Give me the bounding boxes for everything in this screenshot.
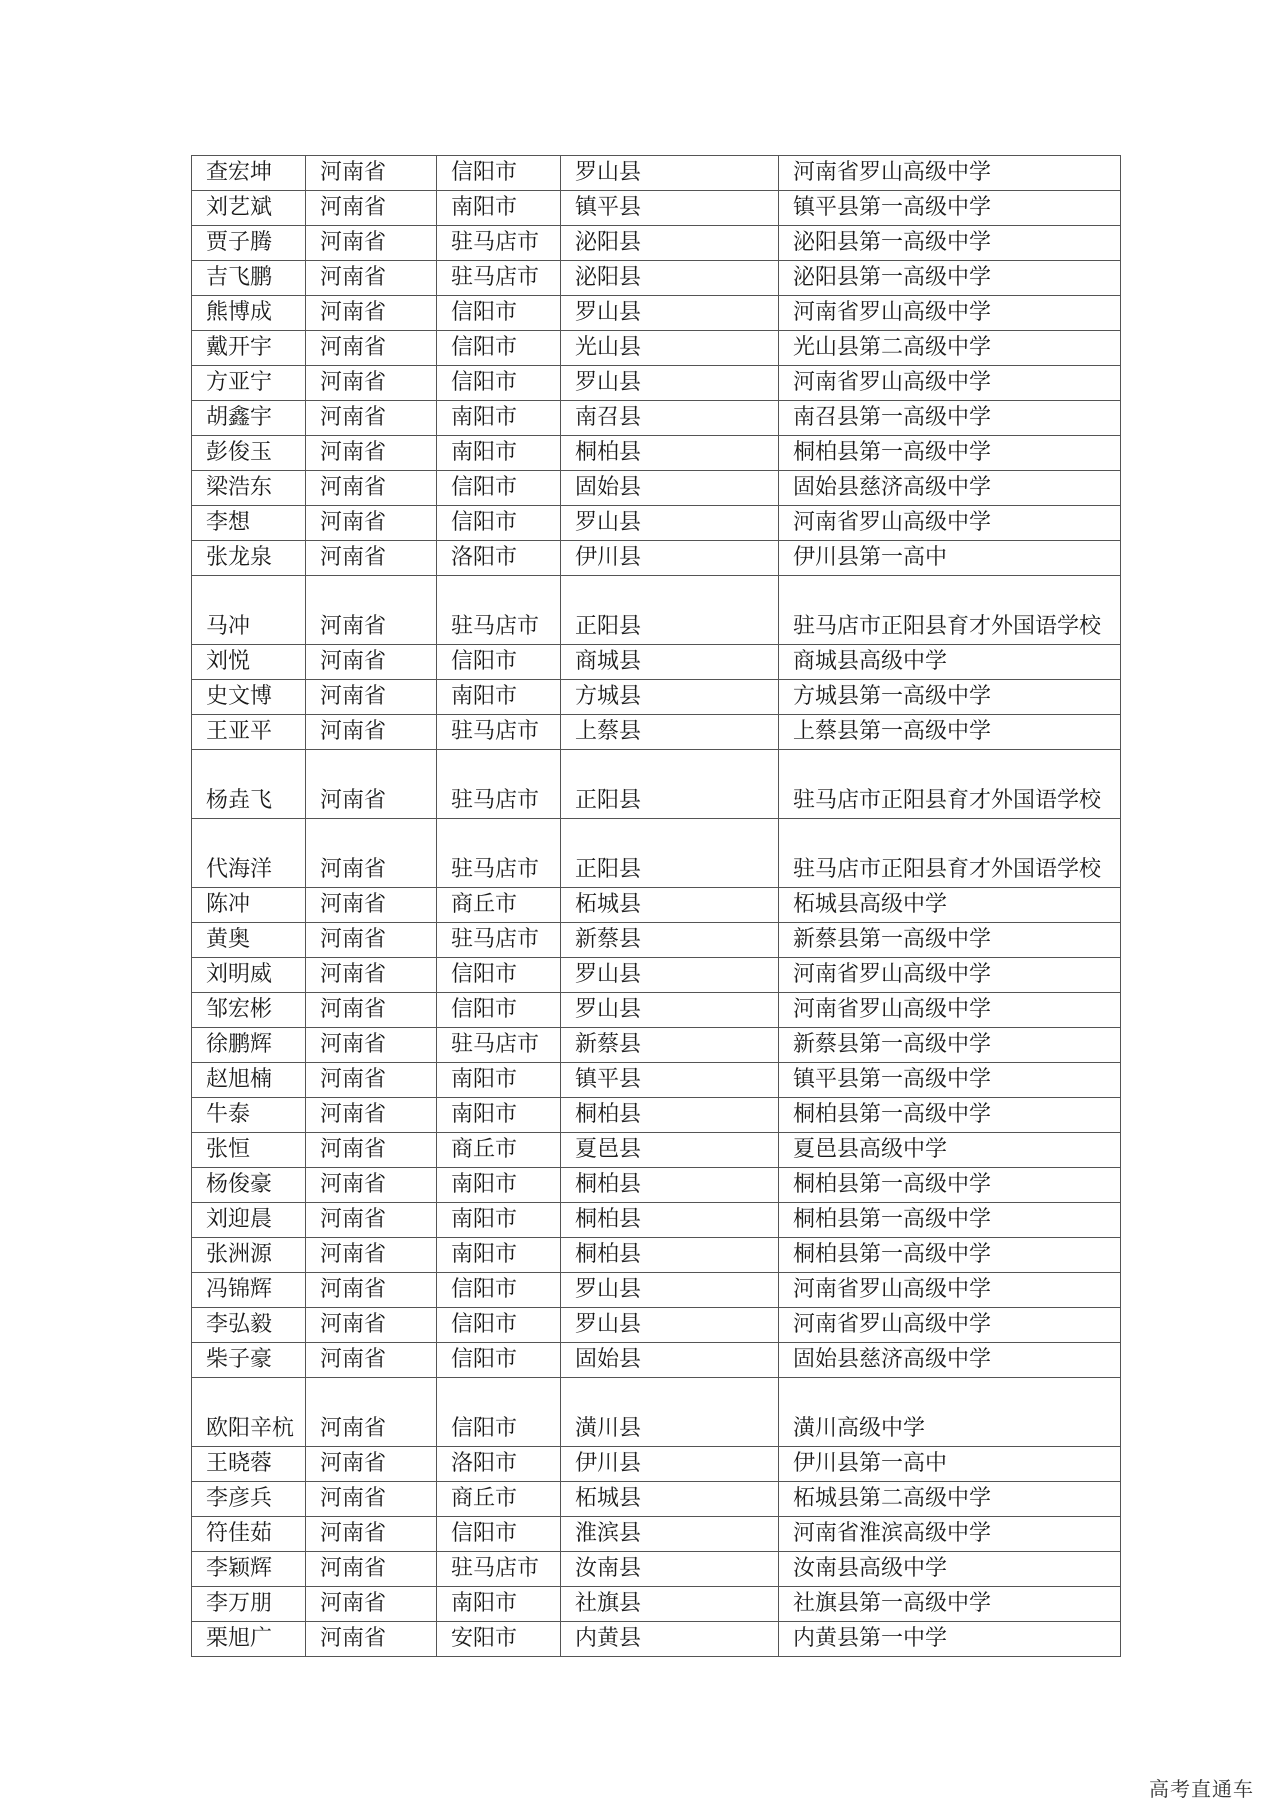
table-row: [192, 156, 1121, 191]
county-cell: 固始县: [561, 1343, 779, 1378]
school-cell: 伊川县第一高中: [779, 541, 1121, 576]
county-cell: 罗山县: [561, 958, 779, 993]
student-name-cell: 吉飞鹏: [192, 261, 306, 296]
table-row: [192, 296, 1121, 331]
table-row: [192, 576, 1121, 645]
city-cell: 南阳市: [437, 680, 561, 715]
county-cell: 桐柏县: [561, 1098, 779, 1133]
table-row: [192, 331, 1121, 366]
province-cell: 河南省: [306, 366, 437, 401]
city-cell: 信阳市: [437, 296, 561, 331]
province-cell: 河南省: [306, 645, 437, 680]
county-cell: 伊川县: [561, 1447, 779, 1482]
city-cell: 信阳市: [437, 1273, 561, 1308]
city-cell: 南阳市: [437, 1063, 561, 1098]
county-cell: 罗山县: [561, 506, 779, 541]
county-cell: 泌阳县: [561, 226, 779, 261]
school-cell: 新蔡县第一高级中学: [779, 923, 1121, 958]
county-cell: 罗山县: [561, 1308, 779, 1343]
student-name-cell: 柴子豪: [192, 1343, 306, 1378]
school-cell: 河南省罗山高级中学: [779, 506, 1121, 541]
table-row: [192, 1308, 1121, 1343]
table-row: [192, 1063, 1121, 1098]
province-cell: 河南省: [306, 1203, 437, 1238]
school-cell: 河南省罗山高级中学: [779, 296, 1121, 331]
city-cell: 信阳市: [437, 1517, 561, 1552]
school-cell: 内黄县第一中学: [779, 1622, 1121, 1657]
student-name-cell: 徐鹏辉: [192, 1028, 306, 1063]
city-cell: 驻马店市: [437, 1028, 561, 1063]
county-cell: 光山县: [561, 331, 779, 366]
student-name-cell: 李想: [192, 506, 306, 541]
table-row: [192, 436, 1121, 471]
province-cell: 河南省: [306, 506, 437, 541]
province-cell: 河南省: [306, 331, 437, 366]
table-row: [192, 1168, 1121, 1203]
province-cell: 河南省: [306, 1552, 437, 1587]
table-row: [192, 680, 1121, 715]
school-cell: 驻马店市正阳县育才外国语学校: [779, 576, 1121, 645]
county-cell: 汝南县: [561, 1552, 779, 1587]
province-cell: 河南省: [306, 296, 437, 331]
school-cell: 固始县慈济高级中学: [779, 471, 1121, 506]
school-cell: 桐柏县第一高级中学: [779, 1238, 1121, 1273]
school-cell: 桐柏县第一高级中学: [779, 1203, 1121, 1238]
province-cell: 河南省: [306, 191, 437, 226]
school-cell: 桐柏县第一高级中学: [779, 1098, 1121, 1133]
school-cell: 河南省罗山高级中学: [779, 993, 1121, 1028]
student-name-cell: 牛泰: [192, 1098, 306, 1133]
county-cell: 桐柏县: [561, 1168, 779, 1203]
table-row: [192, 715, 1121, 750]
county-cell: 泌阳县: [561, 261, 779, 296]
city-cell: 南阳市: [437, 1203, 561, 1238]
school-cell: 汝南县高级中学: [779, 1552, 1121, 1587]
city-cell: 信阳市: [437, 1343, 561, 1378]
province-cell: 河南省: [306, 156, 437, 191]
school-cell: 驻马店市正阳县育才外国语学校: [779, 750, 1121, 819]
city-cell: 驻马店市: [437, 819, 561, 888]
table-row: [192, 1273, 1121, 1308]
city-cell: 南阳市: [437, 1168, 561, 1203]
county-cell: 正阳县: [561, 576, 779, 645]
student-name-cell: 彭俊玉: [192, 436, 306, 471]
school-cell: 方城县第一高级中学: [779, 680, 1121, 715]
student-name-cell: 黄奥: [192, 923, 306, 958]
school-cell: 商城县高级中学: [779, 645, 1121, 680]
school-cell: 柘城县高级中学: [779, 888, 1121, 923]
city-cell: 安阳市: [437, 1622, 561, 1657]
school-cell: 河南省罗山高级中学: [779, 1308, 1121, 1343]
county-cell: 新蔡县: [561, 1028, 779, 1063]
table-row: [192, 1622, 1121, 1657]
province-cell: 河南省: [306, 1378, 437, 1447]
student-name-cell: 戴开宇: [192, 331, 306, 366]
student-name-cell: 贾子腾: [192, 226, 306, 261]
city-cell: 驻马店市: [437, 226, 561, 261]
county-cell: 罗山县: [561, 366, 779, 401]
table-row: [192, 645, 1121, 680]
school-cell: 河南省罗山高级中学: [779, 366, 1121, 401]
city-cell: 信阳市: [437, 1308, 561, 1343]
table-row: [192, 923, 1121, 958]
province-cell: 河南省: [306, 680, 437, 715]
province-cell: 河南省: [306, 923, 437, 958]
province-cell: 河南省: [306, 261, 437, 296]
student-name-cell: 李彦兵: [192, 1482, 306, 1517]
school-cell: 泌阳县第一高级中学: [779, 226, 1121, 261]
county-cell: 固始县: [561, 471, 779, 506]
student-name-cell: 马冲: [192, 576, 306, 645]
student-name-cell: 张洲源: [192, 1238, 306, 1273]
table-row: [192, 993, 1121, 1028]
province-cell: 河南省: [306, 1028, 437, 1063]
county-cell: 正阳县: [561, 819, 779, 888]
watermark-text: 高考直通车: [1149, 1777, 1254, 1801]
student-name-cell: 刘艺斌: [192, 191, 306, 226]
city-cell: 南阳市: [437, 1238, 561, 1273]
table-row: [192, 819, 1121, 888]
city-cell: 南阳市: [437, 436, 561, 471]
student-name-cell: 栗旭广: [192, 1622, 306, 1657]
student-name-cell: 刘明威: [192, 958, 306, 993]
student-name-cell: 赵旭楠: [192, 1063, 306, 1098]
county-cell: 社旗县: [561, 1587, 779, 1622]
county-cell: 上蔡县: [561, 715, 779, 750]
student-name-cell: 欧阳辛杭: [192, 1378, 306, 1447]
city-cell: 驻马店市: [437, 715, 561, 750]
county-cell: 伊川县: [561, 541, 779, 576]
county-cell: 内黄县: [561, 1622, 779, 1657]
school-cell: 柘城县第二高级中学: [779, 1482, 1121, 1517]
table-row: [192, 1482, 1121, 1517]
table-row: [192, 1552, 1121, 1587]
city-cell: 信阳市: [437, 993, 561, 1028]
school-cell: 上蔡县第一高级中学: [779, 715, 1121, 750]
province-cell: 河南省: [306, 1517, 437, 1552]
city-cell: 驻马店市: [437, 1552, 561, 1587]
county-cell: 罗山县: [561, 1273, 779, 1308]
province-cell: 河南省: [306, 819, 437, 888]
province-cell: 河南省: [306, 1133, 437, 1168]
county-cell: 桐柏县: [561, 1203, 779, 1238]
county-cell: 镇平县: [561, 1063, 779, 1098]
city-cell: 南阳市: [437, 401, 561, 436]
city-cell: 信阳市: [437, 506, 561, 541]
city-cell: 驻马店市: [437, 261, 561, 296]
county-cell: 新蔡县: [561, 923, 779, 958]
province-cell: 河南省: [306, 993, 437, 1028]
table-row: [192, 888, 1121, 923]
table-row: [192, 958, 1121, 993]
table-row: [192, 1028, 1121, 1063]
school-cell: 驻马店市正阳县育才外国语学校: [779, 819, 1121, 888]
table-row: [192, 1203, 1121, 1238]
table-row: [192, 1133, 1121, 1168]
student-name-cell: 方亚宁: [192, 366, 306, 401]
table-row: [192, 1343, 1121, 1378]
table-row: [192, 226, 1121, 261]
province-cell: 河南省: [306, 1447, 437, 1482]
province-cell: 河南省: [306, 576, 437, 645]
school-cell: 光山县第二高级中学: [779, 331, 1121, 366]
student-name-cell: 李万朋: [192, 1587, 306, 1622]
county-cell: 方城县: [561, 680, 779, 715]
student-name-cell: 张恒: [192, 1133, 306, 1168]
roster-body: [192, 156, 1121, 1657]
school-cell: 河南省淮滨高级中学: [779, 1517, 1121, 1552]
county-cell: 商城县: [561, 645, 779, 680]
school-cell: 新蔡县第一高级中学: [779, 1028, 1121, 1063]
county-cell: 潢川县: [561, 1378, 779, 1447]
student-name-cell: 王亚平: [192, 715, 306, 750]
city-cell: 信阳市: [437, 1378, 561, 1447]
county-cell: 柘城县: [561, 888, 779, 923]
county-cell: 南召县: [561, 401, 779, 436]
province-cell: 河南省: [306, 1482, 437, 1517]
school-cell: 河南省罗山高级中学: [779, 156, 1121, 191]
student-name-cell: 张龙泉: [192, 541, 306, 576]
city-cell: 商丘市: [437, 1482, 561, 1517]
province-cell: 河南省: [306, 1168, 437, 1203]
table-row: [192, 401, 1121, 436]
student-name-cell: 杨垚飞: [192, 750, 306, 819]
table-row: [192, 541, 1121, 576]
city-cell: 信阳市: [437, 156, 561, 191]
school-cell: 泌阳县第一高级中学: [779, 261, 1121, 296]
county-cell: 桐柏县: [561, 1238, 779, 1273]
city-cell: 信阳市: [437, 958, 561, 993]
table-row: [192, 1098, 1121, 1133]
school-cell: 桐柏县第一高级中学: [779, 436, 1121, 471]
school-cell: 镇平县第一高级中学: [779, 1063, 1121, 1098]
city-cell: 南阳市: [437, 1587, 561, 1622]
county-cell: 罗山县: [561, 296, 779, 331]
student-name-cell: 史文博: [192, 680, 306, 715]
student-roster-table: [191, 155, 1121, 1657]
city-cell: 南阳市: [437, 191, 561, 226]
province-cell: 河南省: [306, 888, 437, 923]
table-row: [192, 1517, 1121, 1552]
school-cell: 镇平县第一高级中学: [779, 191, 1121, 226]
student-name-cell: 杨俊豪: [192, 1168, 306, 1203]
city-cell: 信阳市: [437, 645, 561, 680]
student-name-cell: 陈冲: [192, 888, 306, 923]
student-name-cell: 梁浩东: [192, 471, 306, 506]
student-name-cell: 熊博成: [192, 296, 306, 331]
city-cell: 驻马店市: [437, 750, 561, 819]
province-cell: 河南省: [306, 1098, 437, 1133]
table-row: [192, 750, 1121, 819]
student-name-cell: 符佳茹: [192, 1517, 306, 1552]
province-cell: 河南省: [306, 1308, 437, 1343]
student-name-cell: 查宏坤: [192, 156, 306, 191]
province-cell: 河南省: [306, 1273, 437, 1308]
school-cell: 社旗县第一高级中学: [779, 1587, 1121, 1622]
province-cell: 河南省: [306, 401, 437, 436]
student-name-cell: 李弘毅: [192, 1308, 306, 1343]
city-cell: 商丘市: [437, 888, 561, 923]
table-row: [192, 1587, 1121, 1622]
county-cell: 正阳县: [561, 750, 779, 819]
province-cell: 河南省: [306, 958, 437, 993]
table-row: [192, 471, 1121, 506]
province-cell: 河南省: [306, 226, 437, 261]
table-row: [192, 506, 1121, 541]
city-cell: 商丘市: [437, 1133, 561, 1168]
student-name-cell: 刘迎晨: [192, 1203, 306, 1238]
city-cell: 信阳市: [437, 366, 561, 401]
province-cell: 河南省: [306, 1063, 437, 1098]
school-cell: 南召县第一高级中学: [779, 401, 1121, 436]
table-row: [192, 366, 1121, 401]
city-cell: 南阳市: [437, 1098, 561, 1133]
student-name-cell: 邹宏彬: [192, 993, 306, 1028]
student-name-cell: 刘悦: [192, 645, 306, 680]
county-cell: 柘城县: [561, 1482, 779, 1517]
county-cell: 镇平县: [561, 191, 779, 226]
province-cell: 河南省: [306, 750, 437, 819]
table-row: [192, 1447, 1121, 1482]
city-cell: 洛阳市: [437, 541, 561, 576]
province-cell: 河南省: [306, 1622, 437, 1657]
student-name-cell: 胡鑫宇: [192, 401, 306, 436]
school-cell: 固始县慈济高级中学: [779, 1343, 1121, 1378]
school-cell: 桐柏县第一高级中学: [779, 1168, 1121, 1203]
province-cell: 河南省: [306, 1238, 437, 1273]
city-cell: 信阳市: [437, 331, 561, 366]
student-name-cell: 李颖辉: [192, 1552, 306, 1587]
city-cell: 驻马店市: [437, 576, 561, 645]
school-cell: 潢川高级中学: [779, 1378, 1121, 1447]
county-cell: 桐柏县: [561, 436, 779, 471]
province-cell: 河南省: [306, 471, 437, 506]
table-row: [192, 1238, 1121, 1273]
county-cell: 罗山县: [561, 156, 779, 191]
student-name-cell: 冯锦辉: [192, 1273, 306, 1308]
table-row: [192, 1378, 1121, 1447]
school-cell: 伊川县第一高中: [779, 1447, 1121, 1482]
province-cell: 河南省: [306, 715, 437, 750]
student-name-cell: 代海洋: [192, 819, 306, 888]
city-cell: 驻马店市: [437, 923, 561, 958]
province-cell: 河南省: [306, 436, 437, 471]
school-cell: 夏邑县高级中学: [779, 1133, 1121, 1168]
county-cell: 淮滨县: [561, 1517, 779, 1552]
county-cell: 罗山县: [561, 993, 779, 1028]
county-cell: 夏邑县: [561, 1133, 779, 1168]
table-row: [192, 261, 1121, 296]
table-row: [192, 191, 1121, 226]
city-cell: 洛阳市: [437, 1447, 561, 1482]
school-cell: 河南省罗山高级中学: [779, 958, 1121, 993]
province-cell: 河南省: [306, 1587, 437, 1622]
province-cell: 河南省: [306, 1343, 437, 1378]
school-cell: 河南省罗山高级中学: [779, 1273, 1121, 1308]
city-cell: 信阳市: [437, 471, 561, 506]
student-name-cell: 王晓蓉: [192, 1447, 306, 1482]
province-cell: 河南省: [306, 541, 437, 576]
